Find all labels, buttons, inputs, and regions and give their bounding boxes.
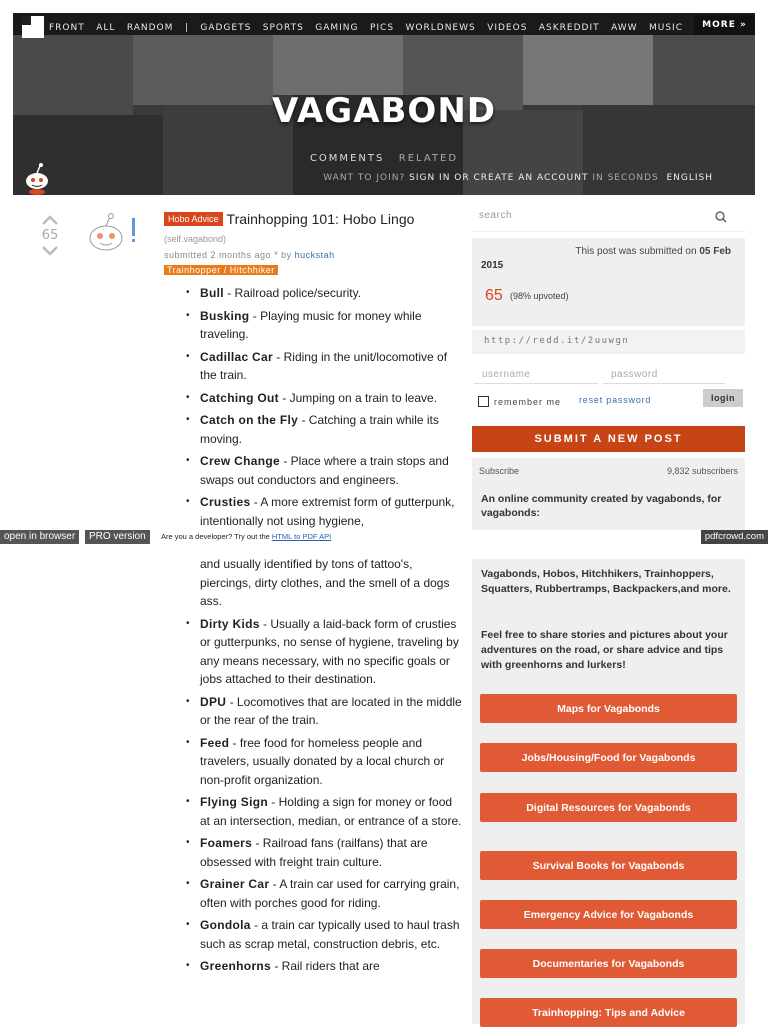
- glossary-definition: - Playing music for money while traveling.: [200, 308, 422, 341]
- post-tagline: [164, 250, 464, 260]
- glossary-list: [172, 284, 464, 530]
- reddit-alien-icon[interactable]: [21, 161, 53, 195]
- glossary-item: [200, 957, 464, 976]
- glossary-term: Catch on the Fly: [200, 413, 299, 427]
- top-nav-bar: [13, 13, 755, 35]
- login-button[interactable]: login: [703, 389, 743, 407]
- glossary-definition: - A train car used for carrying grain, often with porches good for riding.: [200, 877, 460, 910]
- glossary-definition: - Catching a train while its moving.: [200, 413, 439, 446]
- glossary-term: Flying Sign: [200, 795, 268, 809]
- sign-in-link[interactable]: SIGN IN OR CREATE AN ACCOUNT: [409, 173, 589, 183]
- join-prompt: [323, 173, 713, 183]
- submitted-year: 2015: [481, 260, 504, 271]
- tab-related[interactable]: RELATED: [398, 153, 459, 164]
- glossary-term: Greenhorns: [200, 959, 272, 973]
- glossary-term: Cadillac Car: [200, 349, 273, 364]
- glossary-definition: - Railroad police/security.: [223, 286, 362, 300]
- search-box[interactable]: [472, 205, 745, 232]
- subreddit-description: An online community created by vagabonds, for vagabonds:: [481, 493, 722, 519]
- sidebar-link-button[interactable]: Documentaries for Vagabonds: [480, 949, 737, 978]
- nav-item-gaming[interactable]: GAMING: [315, 23, 359, 33]
- pdfcrowd-bar: [0, 530, 768, 544]
- search-input[interactable]: search: [479, 210, 513, 221]
- username-field[interactable]: username: [474, 366, 598, 384]
- subreddit-description-continued: [472, 559, 745, 694]
- shortlink-url[interactable]: http://redd.it/2uuwgn: [484, 336, 630, 346]
- glossary-item: [200, 875, 464, 912]
- nav-separator: |: [184, 23, 189, 33]
- glossary-item: [200, 307, 464, 344]
- glossary-term: Crew Change: [200, 454, 280, 468]
- glossary-definition: - A more extremist form of gutterpunk, intentionally not using hygiene,: [200, 495, 455, 528]
- glossary-definition: - a train car typically used to haul trash such as scrap metal, construction debris, etc.: [200, 918, 460, 951]
- join-prefix: WANT TO JOIN?: [323, 173, 406, 183]
- language-link[interactable]: ENGLISH: [666, 173, 713, 183]
- nav-item-front[interactable]: FRONT: [49, 23, 85, 33]
- glossary-term: Busking: [200, 308, 250, 323]
- pro-version-button[interactable]: PRO version: [85, 530, 150, 544]
- sidebar-link-button[interactable]: Maps for Vagabonds: [480, 694, 737, 723]
- author-flair: Trainhopper / Hitchhiker: [164, 265, 278, 275]
- glossary-term: Dirty Kids: [200, 616, 260, 631]
- developer-promo: [161, 532, 331, 541]
- post-header: [164, 210, 464, 278]
- glossary-term: Catching Out: [200, 390, 279, 405]
- description-paragraph: Vagabonds, Hobos, Hitchhikers, Trainhoppers, Squatters, Rubbertramps, Backpackers,and more.: [481, 568, 731, 595]
- glossary-definition: - Place where a train stops and swaps out conductors and engineers.: [200, 454, 449, 487]
- glossary-continued-text: and usually identified by tons of tattoo's, piercings, dirty clothes, and the smell of a dogs ass.: [200, 557, 450, 608]
- glossary-term: Grainer Car: [200, 877, 270, 891]
- glossary-definition: - Usually a laid-back form of crusties or gutterpunks, no sense of hygiene, traveling by any means necessary, with no specific goals or jobs attached to their destination.: [200, 616, 459, 686]
- html-to-pdf-api-link[interactable]: HTML to PDF API: [271, 532, 332, 541]
- password-field[interactable]: password: [603, 366, 725, 384]
- tab-comments[interactable]: COMMENTS: [309, 153, 385, 164]
- glossary-definition: - Riding in the unit/locomotive of the train.: [200, 349, 448, 382]
- points-count: 65: [485, 287, 503, 304]
- glossary-definition: - Railroad fans (railfans) that are obsessed with freight train culture.: [200, 836, 428, 869]
- shortlink-box[interactable]: [472, 330, 745, 354]
- reset-password-link[interactable]: reset password: [579, 395, 652, 405]
- page-tabs: [13, 148, 755, 166]
- post-score: 65: [41, 228, 59, 243]
- sidebar-link-button[interactable]: Jobs/Housing/Food for Vagabonds: [480, 743, 737, 772]
- subscribe-button[interactable]: Subscribe: [479, 466, 520, 476]
- post-body-bottom: [172, 555, 464, 980]
- self-post-thumbnail-icon[interactable]: [84, 210, 144, 260]
- glossary-item: [200, 452, 464, 489]
- post-title[interactable]: Trainhopping 101: Hobo Lingo: [226, 210, 415, 227]
- sidebar-link-button[interactable]: Survival Books for Vagabonds: [480, 851, 737, 880]
- glossary-term: Gondola: [200, 918, 251, 932]
- glossary-term: Feed: [200, 735, 230, 750]
- sidebar-link-button[interactable]: Trainhopping: Tips and Advice: [480, 998, 737, 1027]
- subreddit-nav: [49, 17, 699, 35]
- glossary-term: DPU: [200, 694, 227, 709]
- login-form: [472, 366, 745, 418]
- glossary-item: [200, 411, 464, 448]
- author-link[interactable]: huckstah: [294, 250, 335, 260]
- glossary-item: [200, 693, 464, 730]
- glossary-list: [172, 615, 464, 976]
- nav-item-pics[interactable]: PICS: [369, 23, 395, 33]
- open-in-browser-button[interactable]: open in browser: [0, 530, 79, 544]
- nav-item-askreddit[interactable]: ASKREDDIT: [538, 23, 600, 33]
- subscribe-box: [472, 458, 745, 533]
- subscriber-count: 9,832 subscribers: [666, 466, 738, 476]
- glossary-item: [200, 615, 464, 689]
- glossary-term: Crusties: [200, 495, 251, 509]
- pdfcrowd-link[interactable]: pdfcrowd.com: [701, 530, 768, 544]
- by-label: by: [281, 250, 292, 260]
- glossary-item: [200, 493, 464, 530]
- edited-star: *: [274, 250, 279, 260]
- sidebar-link-button[interactable]: Digital Resources for Vagabonds: [480, 793, 737, 822]
- nav-item-gadgets[interactable]: GADGETS: [200, 23, 252, 33]
- upvote-arrow-icon[interactable]: [42, 215, 58, 225]
- glossary-item: [200, 834, 464, 871]
- post-domain[interactable]: (self.vagabond): [164, 234, 227, 244]
- post-body-top: [172, 284, 464, 534]
- glossary-term: Foamers: [200, 836, 253, 850]
- nav-item-all[interactable]: ALL: [96, 23, 116, 33]
- sidebar-link-button[interactable]: Emergency Advice for Vagabonds: [480, 900, 737, 929]
- remember-me-checkbox[interactable]: [478, 396, 489, 407]
- nav-item-aww[interactable]: AWW: [611, 23, 638, 33]
- glossary-item: [200, 793, 464, 830]
- search-icon[interactable]: [715, 211, 727, 223]
- glossary-item: [200, 348, 464, 385]
- glossary-item: [200, 389, 464, 408]
- submitted-time: submitted 2 months ago: [164, 250, 272, 260]
- reddit-logo-icon[interactable]: [22, 16, 44, 38]
- downvote-arrow-icon[interactable]: [42, 246, 58, 256]
- submitted-date: 05 Feb: [699, 246, 731, 257]
- glossary-definition: - Rail riders that are: [271, 959, 380, 973]
- glossary-definition: - Holding a sign for money or food at an intersection, median, or entrance of a store.: [200, 795, 462, 828]
- subreddit-title[interactable]: VAGABOND: [271, 91, 497, 131]
- glossary-item: [200, 734, 464, 790]
- nav-item-worldnews[interactable]: WORLDNEWS: [405, 23, 476, 33]
- more-subreddits-button[interactable]: MORE »: [694, 15, 755, 35]
- nav-item-music[interactable]: MUSIC: [648, 23, 683, 33]
- upvote-ratio: (98% upvoted): [510, 291, 569, 301]
- glossary-term: Bull: [200, 286, 224, 300]
- vote-box: [36, 215, 64, 256]
- glossary-item: [200, 916, 464, 953]
- glossary-item: [200, 284, 464, 303]
- glossary-definition: - Jumping on a train to leave.: [278, 390, 438, 405]
- glossary-definition: - free food for homeless people and travelers, usually donated by a local church or non-profit organization.: [200, 735, 445, 787]
- remember-me-label: remember me: [494, 396, 562, 407]
- link-flair: Hobo Advice: [164, 212, 223, 226]
- nav-item-sports[interactable]: SPORTS: [262, 23, 304, 33]
- subreddit-header: [13, 13, 755, 195]
- remember-me[interactable]: [478, 396, 561, 407]
- join-suffix: IN SECONDS: [592, 173, 659, 183]
- developer-promo-text: Are you a developer? Try out the: [161, 532, 270, 541]
- submit-new-post-button[interactable]: SUBMIT A NEW POST: [472, 426, 745, 452]
- nav-item-random[interactable]: RANDOM: [126, 23, 174, 33]
- glossary-definition: - Locomotives that are located in the middle or the rear of the train.: [200, 694, 462, 727]
- submitted-on: [575, 246, 731, 257]
- description-paragraph: Feel free to share stories and pictures about your adventures on the road, or share advice and tips with greenhorns and lurkers!: [481, 629, 728, 671]
- nav-item-videos[interactable]: VIDEOS: [487, 23, 528, 33]
- submitted-on-label: This post was submitted on: [575, 246, 697, 257]
- post-info-box: [472, 238, 745, 326]
